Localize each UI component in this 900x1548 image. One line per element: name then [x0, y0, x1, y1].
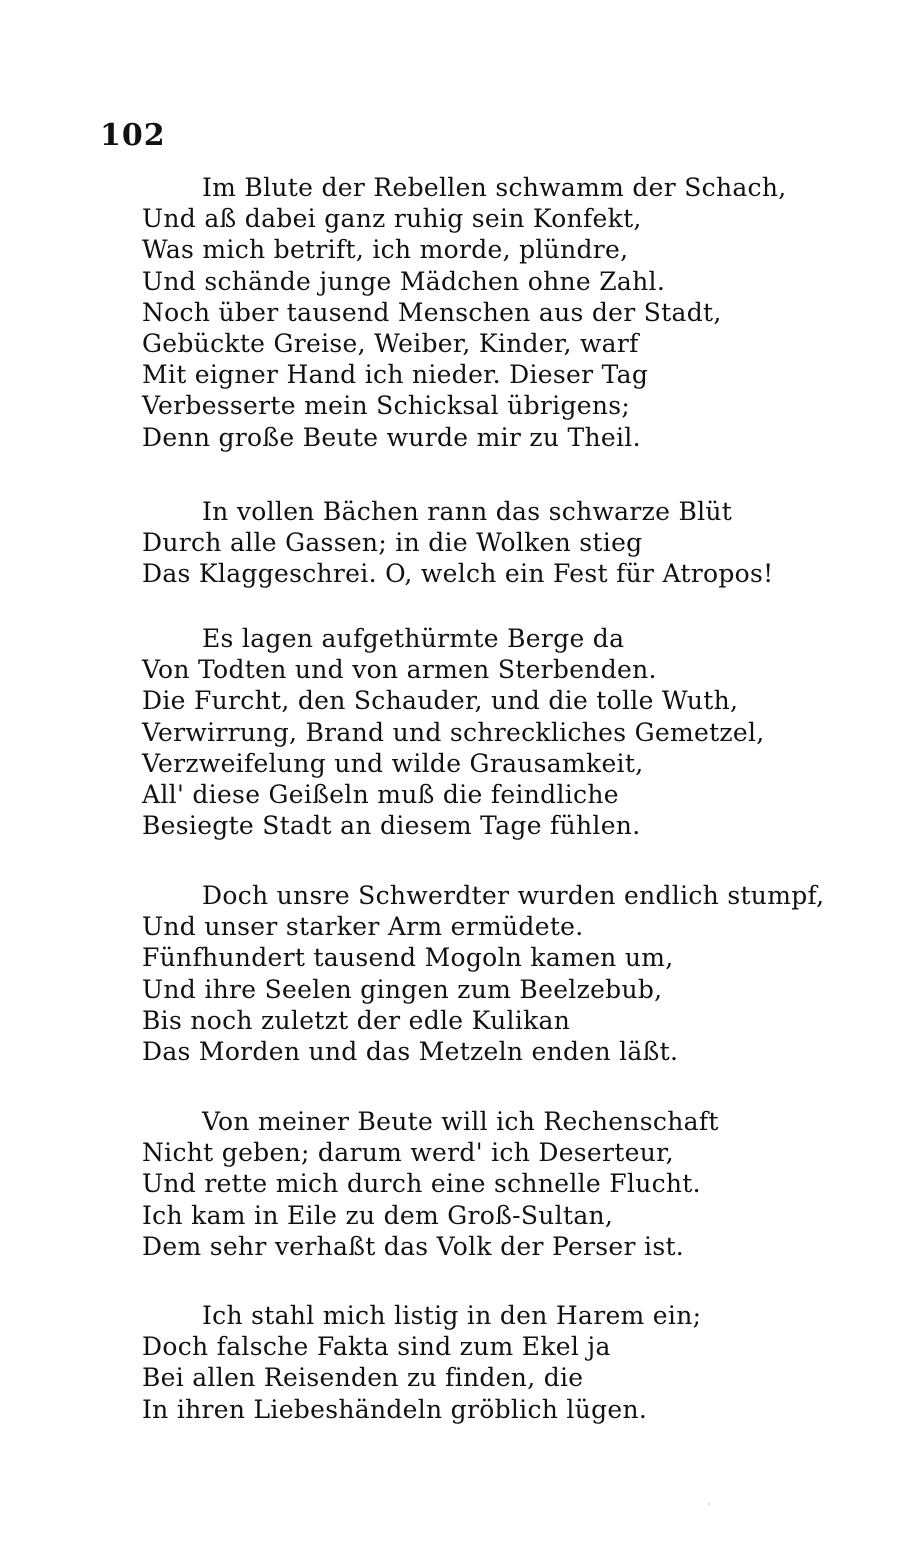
stanza-6	[142, 1300, 822, 1425]
verse-line: Was mich betrift, ich morde, plündre,	[142, 235, 629, 265]
verse-line: In ihren Liebeshändeln gröblich lügen.	[142, 1394, 648, 1424]
verse-line: Verzweifelung und wilde Grausamkeit,	[142, 748, 644, 778]
verse-line: Bei allen Reisenden zu finden, die	[142, 1363, 584, 1393]
verse-line: Fünfhundert tausend Mogoln kamen um,	[142, 943, 674, 973]
verse-line: Und schände junge Mädchen ohne Zahl.	[142, 266, 666, 296]
verse-line: Von Todten und von armen Sterbenden.	[142, 655, 657, 685]
stanza-4	[142, 880, 825, 1067]
verse-line: Doch unsre Schwerdter wurden endlich stumpf,	[202, 881, 825, 910]
verse-line: Verbesserte mein Schicksal übrigens;	[142, 391, 631, 421]
verse-line: All' diese Geißeln muß die feindliche	[142, 779, 619, 809]
verse-line: Doch falsche Fakta sind zum Ekel ja	[142, 1332, 611, 1362]
verse-line: Denn große Beute wurde mir zu Theil.	[142, 422, 641, 452]
verse-line: Durch alle Gassen; in die Wolken stieg	[142, 528, 643, 558]
verse-line: Und ihre Seelen gingen zum Beelzebub,	[142, 974, 663, 1004]
verse-line: Gebückte Greise, Weiber, Kinder, warf	[142, 328, 639, 358]
verse-line: Das Klaggeschrei. O, welch ein Fest für Atropos!	[142, 559, 774, 589]
verse-line: Besiegte Stadt an diesem Tage fühlen.	[142, 811, 641, 841]
page-number: 102	[100, 118, 166, 153]
verse-line: In vollen Bächen rann das schwarze Blüt	[202, 497, 733, 526]
verse-line: Noch über tausend Menschen aus der Stadt,	[142, 297, 722, 327]
stanza-3	[142, 623, 822, 841]
verse-line: Es lagen aufgethürmte Berge da	[202, 624, 625, 653]
verse-line: Und unser starker Arm ermüdete.	[142, 912, 584, 942]
verse-line: Von meiner Beute will ich Rechenschaft	[202, 1107, 719, 1136]
stanza-2	[142, 496, 822, 590]
verse-line: Bis noch zuletzt der edle Kulikan	[142, 1005, 571, 1035]
verse-line: Nicht geben; darum werd' ich Deserteur,	[142, 1138, 674, 1168]
verse-line: Ich kam in Eile zu dem Groß-Sultan,	[142, 1200, 614, 1230]
verse-line: Und aß dabei ganz ruhig sein Konfekt,	[142, 204, 642, 234]
verse-line: Und rette mich durch eine schnelle Flucht.	[142, 1169, 701, 1199]
stanza-5	[142, 1106, 822, 1262]
stanza-1	[142, 172, 822, 453]
verse-line: Dem sehr verhaßt das Volk der Perser ist.	[142, 1231, 685, 1261]
verse-line: Verwirrung, Brand und schreckliches Gemetzel,	[142, 717, 765, 747]
verse-line: Die Furcht, den Schauder, und die tolle Wuth,	[142, 686, 739, 716]
verse-line: Im Blute der Rebellen schwamm der Schach,	[202, 173, 787, 202]
paper-speck	[708, 1503, 710, 1505]
verse-line: Ich stahl mich listig in den Harem ein;	[202, 1301, 702, 1330]
verse-line: Das Morden und das Metzeln enden läßt.	[142, 1036, 679, 1066]
verse-line: Mit eigner Hand ich nieder. Dieser Tag	[142, 360, 649, 390]
